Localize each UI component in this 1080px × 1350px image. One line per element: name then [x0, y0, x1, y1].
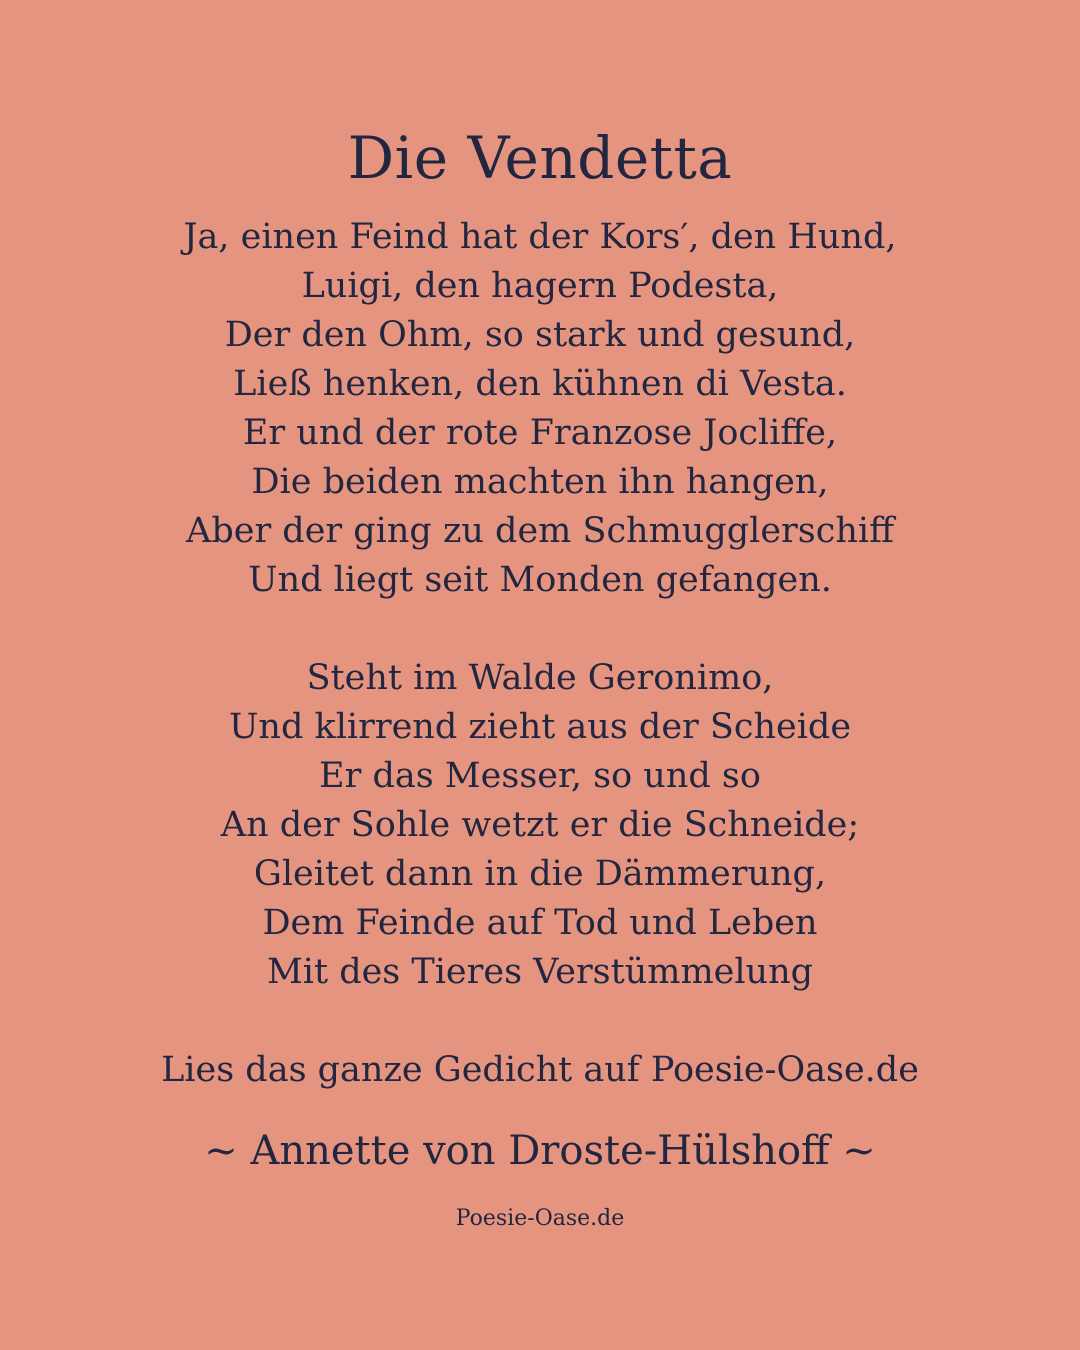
- poem-line: Und klirrend zieht aus der Scheide: [228, 707, 852, 747]
- stanza-2: [0, 654, 1080, 997]
- poem-line: Er und der rote Franzose Jocliffe,: [242, 413, 838, 453]
- poem-line: Er das Messer, so und so: [319, 756, 761, 796]
- read-full-poem-text: Lies das ganze Gedicht auf Poesie-Oase.de: [161, 1050, 919, 1090]
- footer-site-name: Poesie-Oase.de: [455, 1206, 625, 1231]
- poem-line: Der den Ohm, so stark und gesund,: [224, 315, 856, 355]
- poem-line: Gleitet dann in die Dämmerung,: [253, 854, 827, 894]
- author-name: ~ Annette von Droste-Hülshoff ~: [204, 1128, 876, 1174]
- poem-line: Mit des Tieres Verstümmelung: [266, 952, 814, 992]
- poem-line: Ja, einen Feind hat der Kors′, den Hund,: [183, 217, 897, 257]
- poem-line: Ließ henken, den kühnen di Vesta.: [233, 364, 847, 404]
- poem-line: Aber der ging zu dem Schmugglerschiff: [186, 511, 894, 551]
- stanza-1: [0, 213, 1080, 605]
- poem-line: Luigi, den hagern Podesta,: [301, 266, 779, 306]
- poem-line: Dem Feinde auf Tod und Leben: [262, 903, 818, 943]
- poem-title: Die Vendetta: [347, 124, 733, 192]
- poem-line: Und liegt seit Monden gefangen.: [248, 560, 832, 600]
- poem-line: Steht im Walde Geronimo,: [306, 658, 774, 698]
- poem-line: Die beiden machten ihn hangen,: [251, 462, 829, 502]
- poem-line: An der Sohle wetzt er die Schneide;: [220, 805, 860, 845]
